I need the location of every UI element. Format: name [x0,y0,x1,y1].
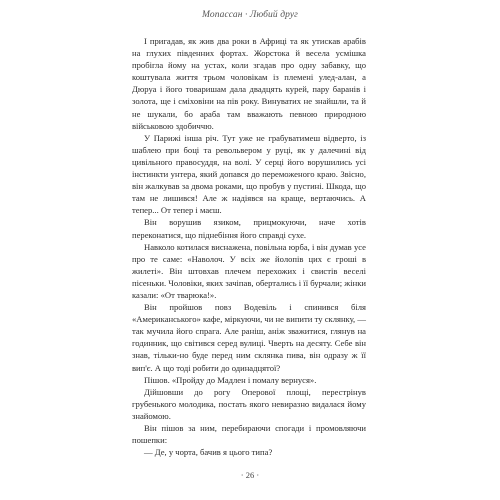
paragraph: Він пройшов повз Водевіль і спинився біля «Американського» кафе, міркуючи, чи не випити ту склянку, — так мучила його спрага. Але раніш, аніж зважитися, глянув на годинник, що світився серед вулиці. Чверть на десяту. Себе він знав, тільки-но буде перед ним склянка пива, він одразу ж її вип'є. А що тоді робити до одинадцятої? [132,302,366,373]
paragraph: Він пішов за ним, перебираючи спогади і промовляючи пошепки: [132,423,366,446]
paragraph: Навколо котилася виснажена, повільна юрба, і він думав усе про те саме: «Наволоч. У всіх же йолопів цих є гроші в жилеті». Він штовхав плечем перехожих і свистів веселі пісеньки. Чоловіки, яких зачіпав, обертались і її бурчали; жінки казали: «От тварюка!». [132,241,366,300]
running-title: Мопассан · Любий друг [202,10,298,20]
paragraph: Він ворушив язиком, прицмокуючи, наче хотів переконатися, що піднебіння його справді сухе. [132,217,366,240]
paragraph: — Де, у чорта, бачив я цього типа? [144,447,273,458]
paragraph: Дійшовши до рогу Оперової площі, перестрінув грубенького молодика, постать якого невиразно видалася йому знайомою. [132,386,366,421]
paragraph: І пригадав, як жив два роки в Африці та як утискав арабів на глухих південних фортах. Жорстока й весела усмішка пробігла йому на устах, коли згадав про одну забавку, що коштувала життя трьом чоловікам із племені улед-алан, а Дюруа і його товаришам дала двадцять курей, пару баранів і золота, ще і сміховіни на пів року. Винуватих не знайшли, та й не шукали, бо араба там вважають певною природною військовою здобиччю. [132,36,366,131]
page-number: · 26 · [240,470,260,480]
paragraph: У Парижі інша річ. Тут уже не грабуватимеш відверто, із шаблею при боці та револьвером у руці, як у далечині від цивільного правосуддя, на волі. У серці його ворушились усі інстинкти унтера, який допався до переможеного краю. Звісно, він жалкував за двома роками, що пробув у пустині. Шкода, що там не лишився! Але ж надіявся на краще, вертаючись. А тепер... От тепер і маєш. [132,132,366,216]
paragraph: Пішов. «Пройду до Мадлен і помалу вернуся». [144,374,317,385]
body-text [132,35,366,458]
